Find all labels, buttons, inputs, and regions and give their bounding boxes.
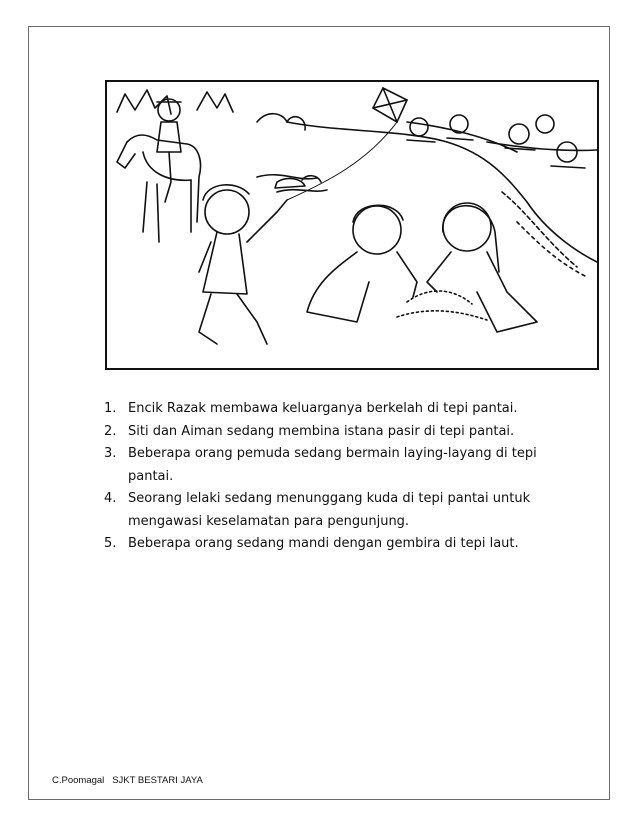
footer-author: C.Poomagal bbox=[52, 775, 105, 786]
list-item bbox=[104, 533, 574, 556]
item-text: Beberapa orang pemuda sedang bermain laying-layang di tepi pantai. bbox=[128, 446, 537, 484]
list-item bbox=[104, 443, 574, 488]
horse-rider-icon bbox=[117, 99, 201, 242]
list-item bbox=[104, 421, 574, 444]
item-text: Seorang lelaki sedang menunggang kuda di tepi pantai untuk mengawasi keselamatan para pengunjung. bbox=[128, 491, 531, 529]
kite-icon bbox=[287, 88, 407, 200]
list-item bbox=[104, 488, 574, 533]
shoreline-icon bbox=[257, 122, 597, 277]
item-text: Siti dan Aiman sedang membina istana pasir di tepi pantai. bbox=[128, 423, 515, 439]
sentence-list bbox=[104, 398, 574, 556]
item-number: 5. bbox=[104, 536, 117, 551]
item-number: 4. bbox=[104, 491, 117, 506]
item-number: 2. bbox=[104, 423, 117, 439]
swimmers-icon bbox=[407, 115, 585, 168]
sandcastle-children-icon bbox=[307, 203, 537, 332]
bush-icon bbox=[117, 90, 305, 130]
page-footer bbox=[52, 775, 203, 786]
item-text: Encik Razak membawa keluarganya berkelah di tepi pantai. bbox=[128, 401, 518, 416]
kite-boy-icon bbox=[199, 185, 287, 344]
item-number: 1. bbox=[104, 401, 117, 416]
beach-illustration bbox=[105, 80, 599, 370]
item-number: 3. bbox=[104, 446, 117, 461]
list-item bbox=[104, 398, 574, 421]
footer-school: SJKT BESTARI JAYA bbox=[112, 775, 203, 786]
item-text: Beberapa orang sedang mandi dengan gembira di tepi laut. bbox=[128, 536, 519, 551]
